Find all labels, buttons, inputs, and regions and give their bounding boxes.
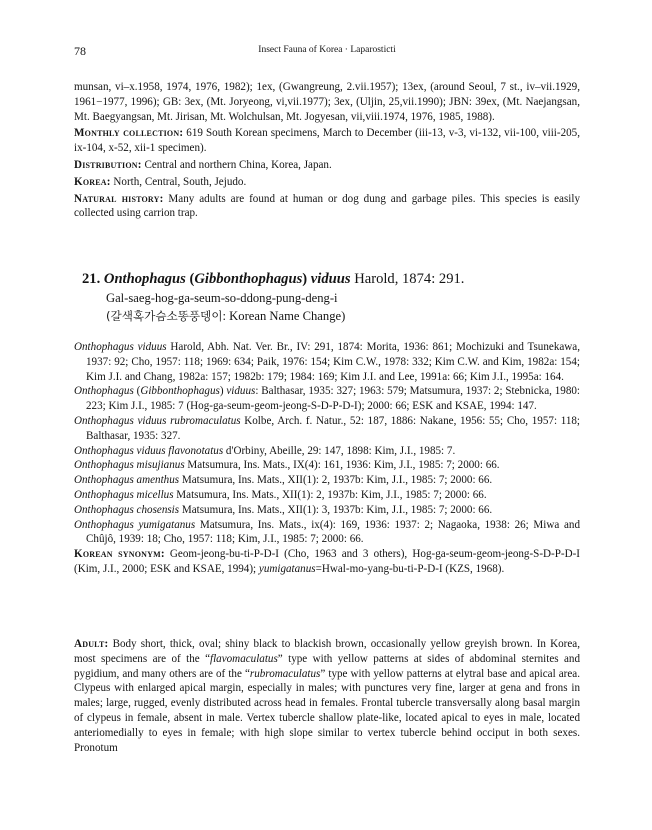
synonym-citation: Matsumura, Ins. Mats., XII(1): 2, 1937b: Kim, J.I., 1985: 7; 2000: 66. — [173, 488, 487, 501]
species-number: 21. — [82, 271, 101, 287]
species-epithet: viduus — [310, 271, 351, 287]
synonym-citation: Matsumura, Ins. Mats., XII(1): 3, 1937b: Kim, J.I., 1985: 7; 2000: 66. — [179, 503, 493, 516]
records-paragraph: munsan, vi–x.1958, 1974, 1976, 1982); 1ex, (Gwangreung, 2.vii.1957); 13ex, (around Seoul, 7 st., iv–vii.1929, 1961−1977, 1996); GB: 3ex, (Mt. Joryeong, vi,vii.1977); 3ex, (Uljin, 25,vii.1990); JBN: 39ex, (Mt. Naejangsan, Mt. Baegyangsan, Mt. Jirisan, Mt. Wolchulsan, Mt. Jogyesan, vii,viii.1974, 1976, 1985, 1988). — [74, 81, 580, 123]
synonym-name: Onthophagus micellus — [74, 488, 174, 501]
synonym-citation: Matsumura, Ins. Mats., XII(1): 2, 1937b: Kim, J.I., 1985: 7; 2000: 66. — [179, 474, 493, 487]
adult-text-c: ” type with yellow patterns at elytral base and apical area. Clypeus with enlarged apical margin, especially in males; with punctures very fine, larger at gena and frons in males; large, rugged, evenly distributed across head in females. Frontal tubercle transversally along basal margin of clypeus in female, absent in male. Vertex tubercle shallow plate-like, located apical to eyes in male, located anteriomedially to eyes in female; with high slope similar to vertex tubercle behind occiput in both sexes. Pronotum — [74, 667, 580, 754]
korean-synonym-text-end: =Hwal-mo-yang-bu-ti-P-D-I (KZS, 1968). — [315, 562, 505, 575]
adult-section — [74, 637, 580, 757]
monthly-collection-text: 619 South Korean specimens, March to December (iii-13, v-3, vi-132, vii-100, viii-205, ix-104, x-52, xii-1 specimen). — [74, 127, 580, 155]
page-number: 78 — [74, 44, 86, 58]
synonym-entry — [74, 444, 580, 459]
synonym-entry — [74, 414, 580, 444]
korean-synonym-label: Korean synonym: — [74, 548, 165, 561]
synonym-entry — [74, 473, 580, 488]
adult-text-a: Body short, thick, oval; shiny black to blackish brown, occasionally yellow greyish brown. In Korea, most specimens are of the “ — [74, 638, 580, 665]
species-title-line — [82, 270, 580, 289]
distribution-text: Central and northern China, Korea, Japan. — [144, 158, 332, 171]
synonym-name: Onthophagus viduus rubromaculatus — [74, 414, 241, 427]
species-subgenus: (Gibbonthophagus) — [189, 271, 308, 287]
natural-history-text: Many adults are found at human or dog dung and garbage piles. This species is easily collected using carrion trap. — [74, 192, 580, 220]
synonym-name: Onthophagus chosensis — [74, 503, 180, 516]
monthly-collection-label: Monthly collection: — [74, 127, 184, 140]
intro-section — [74, 80, 580, 223]
distribution-label: Distribution: — [74, 158, 142, 171]
korean-synonym-italic: yumigatanus — [258, 562, 316, 575]
adult-term-rubromaculatus: rubromaculatus — [249, 667, 321, 680]
korean-hangul-name: (갈색혹가슴소똥풍뎅이 — [106, 309, 223, 323]
synonym-entry — [74, 488, 580, 503]
monthly-collection-paragraph — [74, 126, 580, 156]
adult-paragraph — [74, 637, 580, 755]
korean-romanized-name: Gal-saeg-hog-ga-seum-so-ddong-pung-deng-i — [106, 291, 338, 305]
korea-paragraph — [74, 175, 580, 190]
synonym-name: Onthophagus yumigatanus — [74, 518, 196, 531]
synonym-entry — [74, 384, 580, 414]
running-title: Insect Fauna of Korea · Laparosticti — [258, 45, 396, 55]
synonym-name: Onthophagus viduus flavonotatus — [74, 444, 224, 457]
page-header — [74, 44, 580, 60]
synonym-name: Onthophagus viduus — [74, 341, 167, 353]
synonym-entry — [74, 503, 580, 518]
synonym-entry — [74, 518, 580, 548]
species-heading — [82, 270, 580, 325]
synonym-name: Onthophagus (Gibbonthophagus) viduus — [74, 385, 256, 398]
synonym-name: Onthophagus misujianus — [74, 459, 185, 472]
distribution-paragraph — [74, 158, 580, 173]
synonym-entry — [74, 340, 580, 384]
adult-text-b: ” type with yellow patterns at sides of abdominal sternites and pygidium, and many others are of the “ — [74, 652, 580, 680]
korean-name-note: : Korean Name Change) — [222, 309, 346, 323]
korea-text: North, Central, South, Jejudo. — [113, 175, 247, 188]
synonym-citation: Matsumura, Ins. Mats., ix(4): 169, 1936: 1937: 2; Nagaoka, 1938: 26; Miwa and Chûjô, 1939: 18; Cho, 1957: 118; Kim, J.I., 1985: 7; 2000: 66. — [86, 518, 580, 546]
korean-synonym-paragraph — [74, 547, 580, 577]
synonym-name: Onthophagus amenthus — [74, 474, 180, 487]
synonym-entry — [74, 458, 580, 473]
synonym-citation: Kolbe, Arch. f. Natur., 52: 187, 1886: Nakane, 1956: 55; Cho, 1957: 118; Balthasar, 1935: 327. — [86, 414, 581, 442]
adult-term-flavomaculatus: flavomaculatus — [210, 652, 278, 665]
synonym-citation: Matsumura, Ins. Mats., IX(4): 161, 1936: Kim, J.I., 1985: 7; 2000: 66. — [184, 459, 500, 472]
species-subgenus-name: Gibbonthophagus — [194, 271, 303, 287]
species-author: Harold, 1874: 291. — [354, 271, 465, 287]
species-genus: Onthophagus — [103, 271, 186, 287]
synonym-citation: Harold, Abh. Nat. Ver. Br., IV: 291, 1874: Morita, 1936: 861; Mochizuki and Tsunekawa, 1937: 92; Cho, 1957: 118; 1969: 634; Paik, 1976: 154; Kim C.W., 1978: 332; Kim C.W. and Kim, 1982a: 154; Kim J.I. and Chang, 1982a: 157; 1982b: 179; 1984: 169; Kim J.I. and Lee, 1991a: 66; Kim J.I., 1995a: 164. — [86, 341, 581, 383]
korean-synonym-text: Geom-jeong-bu-ti-P-D-I (Cho, 1963 and 3 others), Hog-ga-seum-geom-jeong-S-D-P-D-I (Kim, J.I., 2000; ESK and KSAE, 1994); — [74, 548, 580, 575]
natural-history-label: Natural history: — [74, 192, 164, 205]
synonymy-section — [74, 340, 580, 579]
adult-label: Adult: — [74, 638, 109, 650]
korean-name-line — [106, 307, 580, 325]
synonym-citation: : Balthasar, 1935: 327; 1963: 579; Matsumura, 1937: 2; Stebnicka, 1980: 223; Kim J.I., 1985: 7 (Hog-ga-seum-geom-jeong-S-D-P-D-I); 2000: 66; ESK and KSAE, 1994: 147. — [86, 385, 580, 413]
synonym-citation: d'Orbiny, Abeille, 29: 147, 1898: Kim, J.I., 1985: 7. — [223, 444, 456, 457]
natural-history-paragraph — [74, 192, 580, 222]
korea-label: Korea: — [74, 175, 111, 188]
